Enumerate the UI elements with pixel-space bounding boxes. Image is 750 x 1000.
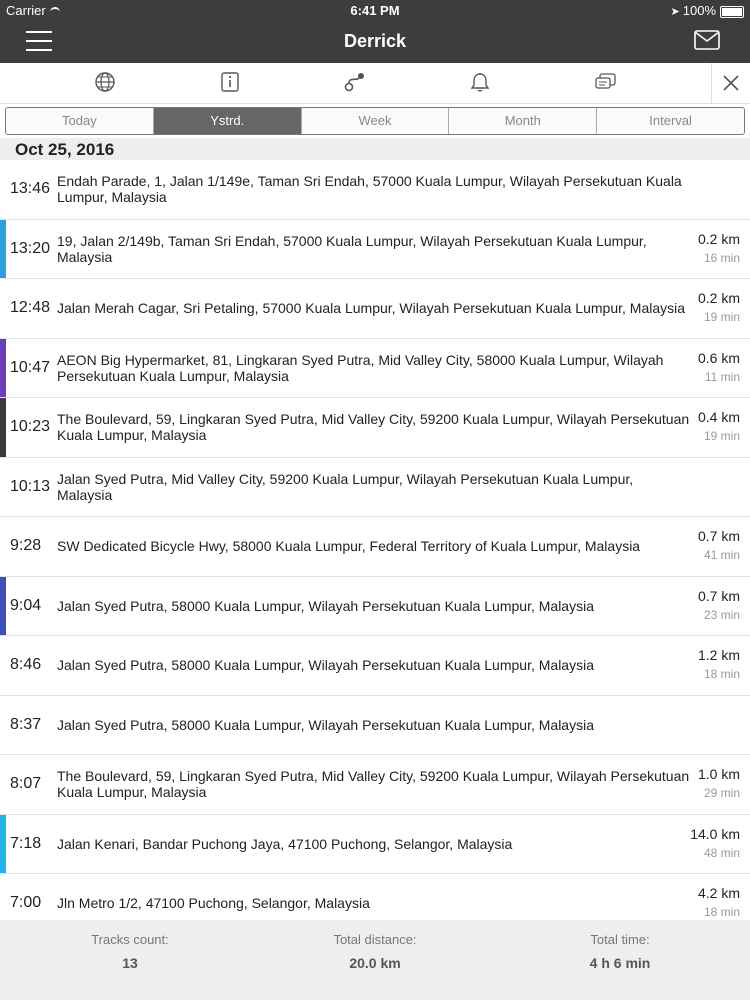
track-distance: 0.6 km: [697, 349, 740, 366]
battery-icon: [720, 6, 744, 18]
track-time: 9:04: [10, 596, 42, 614]
track-duration: 41 min: [703, 548, 740, 562]
track-row[interactable]: [0, 755, 750, 815]
track-address: AEON Big Hypermarket, 81, Lingkaran Syed Putra, Mid Valley City, 58000 Kuala Lumpur, Wilayah Persekutuan Kuala Lumpur, Malaysia: [57, 351, 664, 384]
track-distance: 1.2 km: [697, 647, 740, 663]
globe-icon[interactable]: [94, 71, 118, 95]
total-distance-value: 20.0 km: [349, 955, 401, 971]
chat-icon[interactable]: [594, 71, 618, 95]
track-row[interactable]: [0, 160, 750, 220]
track-row[interactable]: [0, 279, 750, 339]
track-time: 9:28: [10, 537, 42, 555]
total-distance-stat: [275, 932, 475, 971]
track-row[interactable]: [0, 696, 750, 756]
total-time-label: Total time:: [590, 932, 650, 947]
track-time: 8:46: [10, 656, 42, 674]
track-time: 10:13: [10, 477, 51, 495]
location-arrow-icon: ➤: [670, 6, 680, 18]
track-distance: 0.7 km: [697, 587, 740, 604]
track-color-indicator: [0, 220, 6, 279]
track-time: 12:48: [10, 299, 51, 317]
track-address: 19, Jalan 2/149b, Taman Sri Endah, 57000 Kuala Lumpur, Wilayah Persekutuan Kuala Lumpur, Malaysia: [57, 232, 647, 265]
track-row[interactable]: [0, 398, 750, 458]
date-header: [0, 138, 750, 160]
tracks-count-value: 13: [122, 955, 138, 971]
track-duration: 16 min: [703, 250, 740, 265]
track-distance: 4.2 km: [697, 885, 740, 901]
track-time: 8:37: [10, 715, 42, 733]
track-distance: 1.0 km: [697, 766, 740, 782]
track-color-indicator: [0, 398, 6, 457]
nav-bar: [0, 20, 750, 63]
tracks-count-label: Tracks count:: [91, 932, 169, 947]
track-address: Jln Metro 1/2, 47100 Puchong, Selangor, Malaysia: [57, 895, 370, 912]
track-row[interactable]: [0, 636, 750, 696]
track-row[interactable]: [0, 517, 750, 577]
status-right: [671, 3, 744, 18]
track-duration: 18 min: [703, 667, 740, 681]
total-distance-label: Total distance:: [333, 932, 417, 947]
track-distance: 0.4 km: [697, 409, 740, 425]
track-row[interactable]: [0, 220, 750, 280]
segment-month[interactable]: Month: [449, 108, 597, 134]
track-distance: 14.0 km: [690, 825, 740, 842]
track-color-indicator: [0, 339, 6, 398]
track-duration: 19 min: [703, 310, 740, 324]
track-distance: 0.7 km: [697, 528, 740, 544]
date-label: Oct 25, 2016: [15, 140, 115, 159]
close-button[interactable]: [711, 63, 750, 103]
track-row[interactable]: [0, 815, 750, 875]
track-time: 13:20: [10, 239, 51, 257]
summary-footer: [0, 920, 750, 1000]
track-address: Jalan Syed Putra, 58000 Kuala Lumpur, Wilayah Persekutuan Kuala Lumpur, Malaysia: [57, 657, 594, 674]
track-address: Jalan Syed Putra, 58000 Kuala Lumpur, Wilayah Persekutuan Kuala Lumpur, Malaysia: [57, 716, 594, 733]
status-time: 6:41 PM: [350, 3, 400, 18]
close-icon: [712, 63, 750, 103]
track-duration: 23 min: [703, 607, 740, 622]
toolbar: [0, 63, 750, 104]
track-address: The Boulevard, 59, Lingkaran Syed Putra, Mid Valley City, 59200 Kuala Lumpur, Wilayah Persekutuan Kuala Lumpur, Malaysia: [57, 768, 690, 801]
track-row[interactable]: [0, 339, 750, 399]
track-duration: 11 min: [704, 369, 740, 384]
track-list: [0, 160, 750, 934]
track-duration: 29 min: [703, 786, 740, 800]
track-color-indicator: [0, 577, 6, 636]
track-duration: 18 min: [703, 905, 740, 919]
track-time: 10:47: [10, 358, 51, 376]
tracks-count-stat: [30, 932, 230, 971]
track-distance: 0.2 km: [697, 290, 740, 306]
track-address: Jalan Merah Cagar, Sri Petaling, 57000 Kuala Lumpur, Wilayah Persekutuan Kuala Lumpur, Malaysia: [57, 300, 686, 317]
info-icon[interactable]: [219, 71, 243, 95]
status-bar: [0, 0, 750, 20]
segment-today[interactable]: Today: [6, 108, 154, 134]
segment-yesterday[interactable]: Ystrd.: [154, 108, 302, 134]
segment-week[interactable]: Week: [302, 108, 450, 134]
battery-percent: 100%: [682, 3, 716, 18]
track-address: Jalan Syed Putra, Mid Valley City, 59200 Kuala Lumpur, Wilayah Persekutuan Kuala Lumpur, Malaysia: [57, 470, 634, 503]
period-segmented-control: [5, 107, 745, 135]
track-address: Jalan Syed Putra, 58000 Kuala Lumpur, Wilayah Persekutuan Kuala Lumpur, Malaysia: [57, 597, 594, 614]
track-address: The Boulevard, 59, Lingkaran Syed Putra, Mid Valley City, 59200 Kuala Lumpur, Wilayah Persekutuan Kuala Lumpur, Malaysia: [57, 411, 690, 444]
track-time: 7:18: [10, 834, 42, 852]
track-address: Jalan Kenari, Bandar Puchong Jaya, 47100 Puchong, Selangor, Malaysia: [57, 835, 513, 852]
track-time: 7:00: [10, 894, 42, 912]
segment-interval[interactable]: Interval: [597, 108, 744, 134]
total-time-stat: [520, 932, 720, 971]
track-duration: 19 min: [703, 429, 740, 443]
track-time: 10:23: [10, 418, 51, 436]
route-icon[interactable]: [343, 71, 367, 95]
track-address: Endah Parade, 1, Jalan 1/149e, Taman Sri Endah, 57000 Kuala Lumpur, Wilayah Persekutuan Kuala Lumpur, Malaysia: [57, 173, 682, 206]
track-time: 8:07: [10, 775, 42, 793]
carrier-label: Carrier: [6, 3, 46, 18]
page-title: Derrick: [343, 31, 407, 51]
track-time: 13:46: [10, 180, 51, 198]
bell-icon[interactable]: [469, 71, 493, 95]
track-color-indicator: [0, 815, 6, 874]
track-row[interactable]: [0, 458, 750, 518]
track-duration: 48 min: [703, 845, 740, 860]
mail-icon[interactable]: [694, 30, 720, 50]
total-time-value: 4 h 6 min: [589, 955, 651, 971]
track-row[interactable]: [0, 577, 750, 637]
track-address: SW Dedicated Bicycle Hwy, 58000 Kuala Lumpur, Federal Territory of Kuala Lumpur, Malaysia: [57, 538, 641, 555]
track-distance: 0.2 km: [697, 230, 740, 247]
